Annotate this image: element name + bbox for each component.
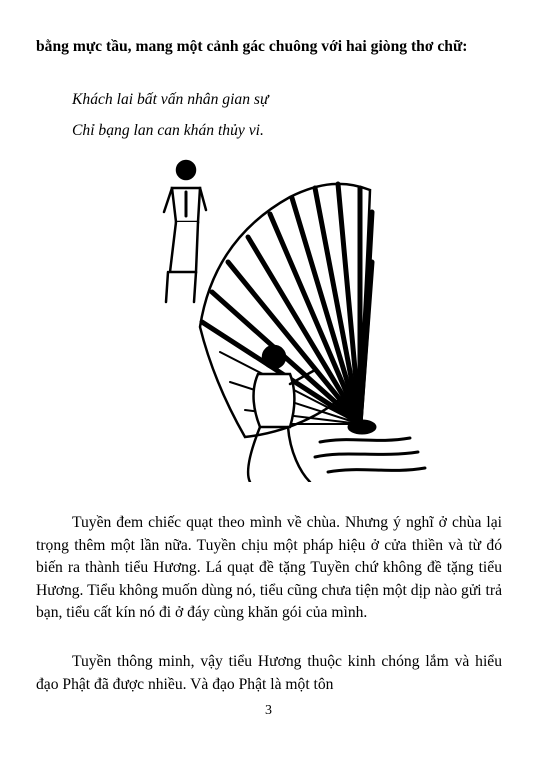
fan-handle: [348, 420, 376, 434]
poem-line-2: Chỉ bạng lan can khán thủy vi.: [72, 122, 264, 139]
poem-line-1: Khách lai bất vấn nhân gian sự: [72, 91, 269, 108]
page-number: 3: [265, 703, 272, 718]
standing-figure: [164, 161, 206, 302]
seated-figure: [248, 346, 315, 482]
paragraph-1: Tuyền đem chiếc quạt theo mình về chùa. Nhưng ý nghĩ ở chùa lại trọng thêm một lần nữa. Tuyền chịu một pháp hiệu ở cửa thiền và từ đó biến ra thành tiểu Hương. Lá quạt đề tặng Tuyền chứ không đề tặng tiểu Hương. Tiểu không muốn dùng nó, tiểu cũng chưa tiện một dịp nào gửi trả bạn, tiểu cất kín nó đi ở đáy cùng khăn gói của mình.: [36, 514, 502, 622]
intro-paragraph: bằng mực tầu, mang một cảnh gác chuông với hai giòng thơ chữ:: [36, 38, 468, 55]
fan-illustration: [150, 152, 430, 482]
paragraph-2: Tuyền thông minh, vậy tiểu Hương thuộc kinh chóng lắm và hiểu đạo Phật đã được nhiều. Và đạo Phật là một tôn: [36, 653, 502, 693]
water-strokes: [315, 438, 425, 472]
